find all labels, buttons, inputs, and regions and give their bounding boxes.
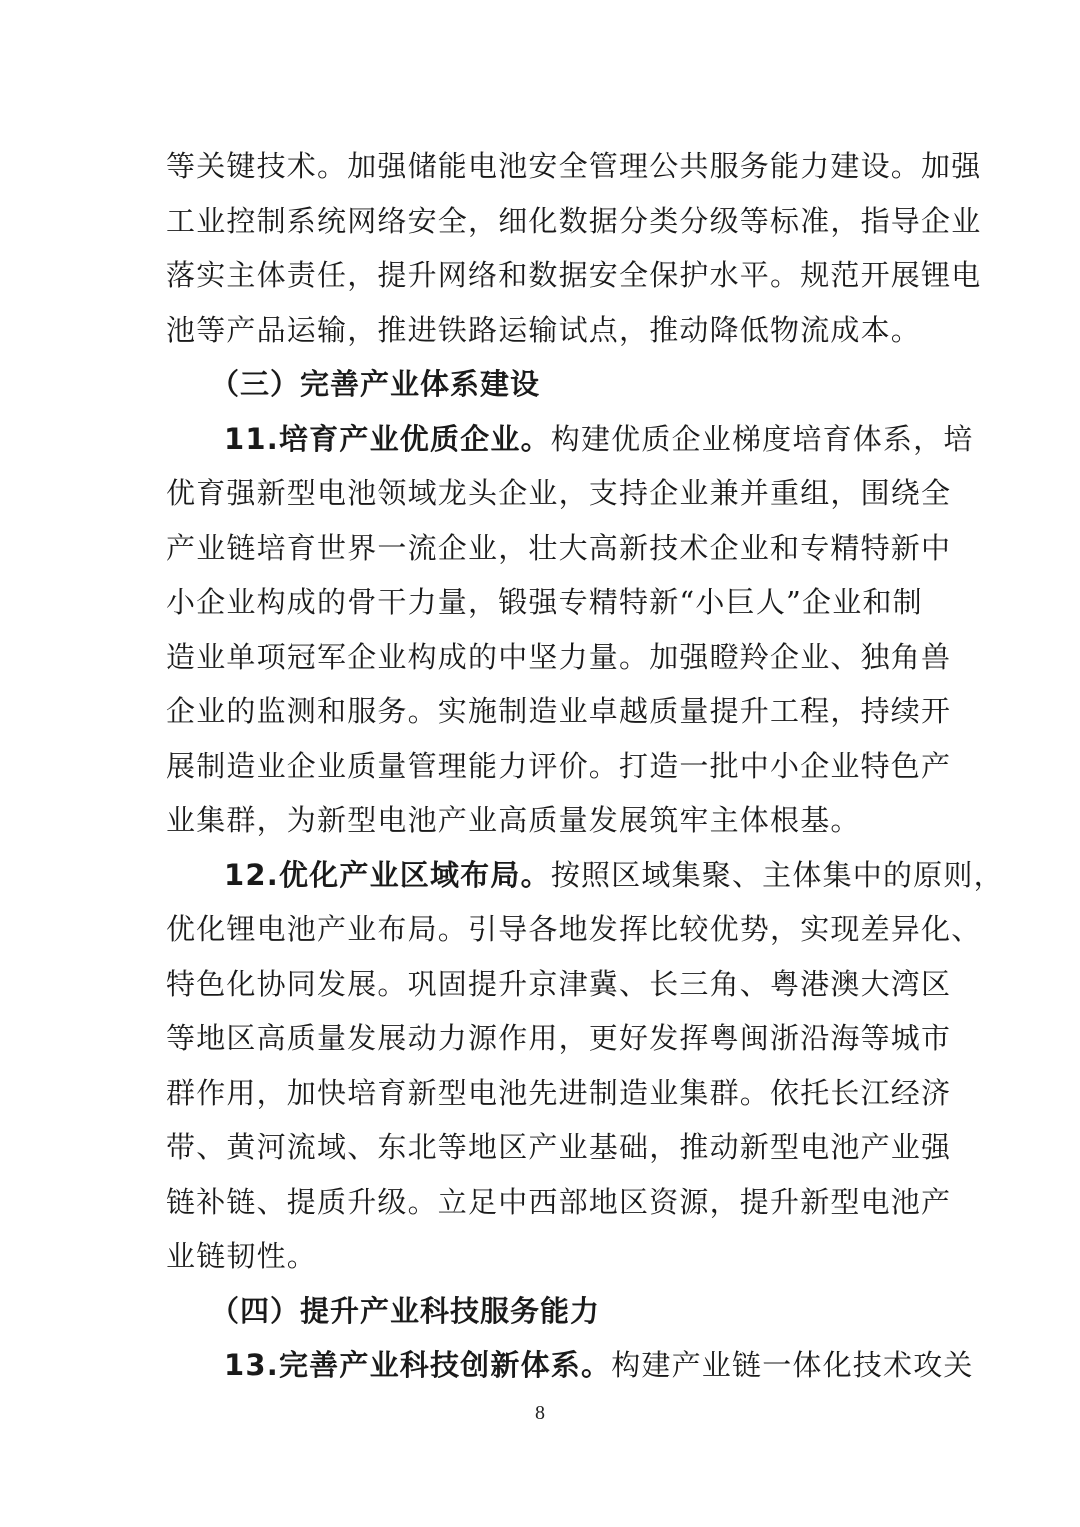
paragraph-line: 业集群，为新型电池产业高质量发展筑牢主体根基。 (166, 803, 861, 837)
paragraph-text: 构建产业链一体化技术攻关 (611, 1348, 974, 1382)
paragraph-start-line (166, 1338, 974, 1393)
paragraph-line: 落实主体责任，提升网络和数据安全保护水平。规范开展锂电 (166, 258, 982, 292)
paragraph-line: 等地区高质量发展动力源作用，更好发挥粤闽浙沿海等城市 (166, 1021, 952, 1055)
paragraph-line: 等关键技术。加强储能电池安全管理公共服务能力建设。加强 (166, 149, 982, 183)
paragraph-start-line (166, 848, 1004, 903)
paragraph-line: 带、黄河流域、东北等地区产业基础，推动新型电池产业强 (166, 1130, 952, 1164)
item-title: 11.培育产业优质企业。 (224, 421, 551, 456)
paragraph-line: 业链韧性。 (166, 1239, 318, 1273)
item-title: 13.完善产业科技创新体系。 (224, 1348, 612, 1382)
section-heading: （四）提升产业科技服务能力 (210, 1293, 601, 1328)
document-body (166, 139, 1004, 1393)
paragraph-line: 产业链培育世界一流企业，壮大高新技术企业和专精特新中 (166, 530, 952, 565)
paragraph-start-line (166, 412, 974, 467)
paragraph-line: 优化锂电池产业布局。引导各地发挥比较优势，实现差异化、 (166, 912, 982, 946)
paragraph-line: 链补链、提质升级。立足中西部地区资源，提升新型电池产 (166, 1184, 952, 1219)
paragraph-text: 按照区域集聚、主体集中的原则， (550, 857, 1004, 892)
paragraph-line: 优育强新型电池领域龙头企业，支持企业兼并重组，围绕全 (166, 476, 952, 510)
page-number: 8 (535, 1402, 545, 1424)
paragraph-line: 群作用，加快培育新型电池先进制造业集群。依托长江经济 (166, 1075, 952, 1110)
item-title: 12.优化产业区域布局。 (224, 857, 551, 892)
paragraph-line: 企业的监测和服务。实施制造业卓越质量提升工程，持续开 (166, 694, 952, 728)
paragraph-line: 池等产品运输，推进铁路运输试点，推动降低物流成本。 (166, 312, 922, 347)
paragraph-line: 造业单项冠军企业构成的中坚力量。加强瞪羚企业、独角兽 (166, 639, 952, 674)
paragraph-line: 特色化协同发展。巩固提升京津冀、长三角、粤港澳大湾区 (166, 966, 952, 1001)
paragraph-line: 展制造业企业质量管理能力评价。打造一批中小企业特色产 (166, 748, 952, 783)
paragraph-line: 小企业构成的骨干力量，锻强专精特新“小巨人”企业和制 (166, 585, 923, 619)
section-heading: （三）完善产业体系建设 (210, 367, 541, 401)
paragraph-line: 工业控制系统网络安全，细化数据分类分级等标准，指导企业 (166, 203, 982, 238)
paragraph-text: 构建优质企业梯度培育体系，培 (550, 421, 974, 456)
